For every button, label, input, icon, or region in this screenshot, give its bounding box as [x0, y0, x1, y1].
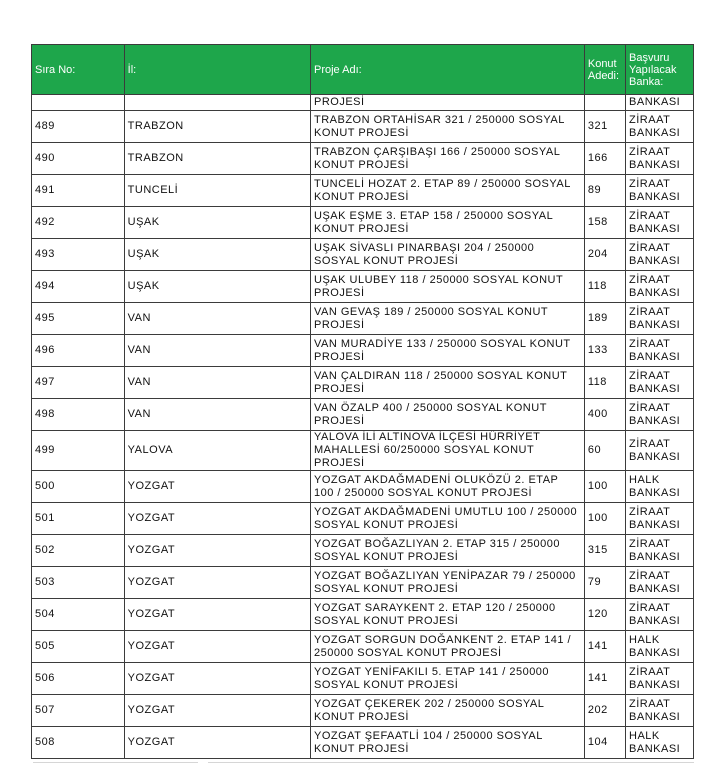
- cell-sira: 508: [32, 727, 125, 759]
- cell-sira: 498: [32, 399, 125, 431]
- cell-proje: YOZGAT BOĞAZLIYAN YENİPAZAR 79 / 250000 SOSYAL KONUT PROJESİ: [311, 567, 585, 599]
- header-basvuru-banka: Başvuru Yapılacak Banka:: [626, 45, 694, 95]
- cell-banka: HALK BANKASI: [626, 727, 694, 759]
- cell-banka: ZİRAAT BANKASI: [626, 207, 694, 239]
- cell-adet: 133: [584, 335, 625, 367]
- cell-il: VAN: [124, 367, 310, 399]
- header-konut-adedi: Konut Adedi:: [584, 45, 625, 95]
- cell-il: YOZGAT: [124, 727, 310, 759]
- cell-il: VAN: [124, 335, 310, 367]
- cell-proje: TRABZON ORTAHİSAR 321 / 250000 SOSYAL KONUT PROJESİ: [311, 111, 585, 143]
- cell-proje: VAN ÇALDIRAN 118 / 250000 SOSYAL KONUT PROJESİ: [311, 367, 585, 399]
- cell-proje: YOZGAT ŞEFAATLİ 104 / 250000 SOSYAL KONUT PROJESİ: [311, 727, 585, 759]
- cell-il: TUNCELİ: [124, 175, 310, 207]
- cell-proje: YOZGAT BOĞAZLIYAN 2. ETAP 315 / 250000 SOSYAL KONUT PROJESİ: [311, 535, 585, 567]
- cell-sira: 504: [32, 599, 125, 631]
- cell-sira: 489: [32, 111, 125, 143]
- cell-proje: UŞAK EŞME 3. ETAP 158 / 250000 SOSYAL KONUT PROJESİ: [311, 207, 585, 239]
- table-row: [32, 631, 694, 663]
- header-proje-adi: Proje Adı:: [311, 45, 585, 95]
- cell-proje: VAN MURADİYE 133 / 250000 SOSYAL KONUT PROJESİ: [311, 335, 585, 367]
- cell-adet: 158: [584, 207, 625, 239]
- cell-adet: 120: [584, 599, 625, 631]
- cell-il: UŞAK: [124, 207, 310, 239]
- cell-banka: ZİRAAT BANKASI: [626, 535, 694, 567]
- cell-banka: ZİRAAT BANKASI: [626, 695, 694, 727]
- cell-adet: 100: [584, 503, 625, 535]
- cell-banka: HALK BANKASI: [626, 631, 694, 663]
- cell-il: YOZGAT: [124, 535, 310, 567]
- table-row: [32, 303, 694, 335]
- cell-il: UŞAK: [124, 239, 310, 271]
- cell-sira: [32, 95, 125, 111]
- table-row: [32, 727, 694, 759]
- cell-sira: 502: [32, 535, 125, 567]
- cell-banka: ZİRAAT BANKASI: [626, 111, 694, 143]
- housing-project-table: [31, 44, 694, 759]
- table-row: [32, 695, 694, 727]
- cell-proje: YALOVA İLİ ALTINOVA İLÇESİ HÜRRİYET MAHALLESİ 60/250000 SOSYAL KONUT PROJESİ: [311, 431, 585, 471]
- cell-banka: BANKASI: [626, 95, 694, 111]
- table-row: [32, 271, 694, 303]
- cell-adet: [584, 95, 625, 111]
- cell-proje: VAN ÖZALP 400 / 250000 SOSYAL KONUT PROJESİ: [311, 399, 585, 431]
- cell-il: [124, 95, 310, 111]
- cell-banka: ZİRAAT BANKASI: [626, 335, 694, 367]
- cell-proje: TUNCELİ HOZAT 2. ETAP 89 / 250000 SOSYAL KONUT PROJESİ: [311, 175, 585, 207]
- cell-banka: ZİRAAT BANKASI: [626, 271, 694, 303]
- cell-banka: ZİRAAT BANKASI: [626, 367, 694, 399]
- cell-il: YOZGAT: [124, 695, 310, 727]
- cell-il: VAN: [124, 303, 310, 335]
- cell-proje: PROJESİ: [311, 95, 585, 111]
- cell-proje: TRABZON ÇARŞIBAŞI 166 / 250000 SOSYAL KONUT PROJESİ: [311, 143, 585, 175]
- cell-sira: 494: [32, 271, 125, 303]
- cell-proje: YOZGAT AKDAĞMADENİ UMUTLU 100 / 250000 SOSYAL KONUT PROJESİ: [311, 503, 585, 535]
- cell-sira: 501: [32, 503, 125, 535]
- cell-il: UŞAK: [124, 271, 310, 303]
- cell-adet: 400: [584, 399, 625, 431]
- cell-sira: 505: [32, 631, 125, 663]
- table-row: [32, 367, 694, 399]
- table-row: [32, 535, 694, 567]
- cell-il: YOZGAT: [124, 471, 310, 503]
- cell-proje: UŞAK ULUBEY 118 / 250000 SOSYAL KONUT PROJESİ: [311, 271, 585, 303]
- cell-adet: 315: [584, 535, 625, 567]
- cell-banka: ZİRAAT BANKASI: [626, 599, 694, 631]
- housing-project-table-page: [31, 44, 694, 759]
- cell-il: YOZGAT: [124, 663, 310, 695]
- cell-adet: 79: [584, 567, 625, 599]
- cell-proje: YOZGAT ÇEKEREK 202 / 250000 SOSYAL KONUT PROJESİ: [311, 695, 585, 727]
- cell-sira: 495: [32, 303, 125, 335]
- cell-proje: VAN GEVAŞ 189 / 250000 SOSYAL KONUT PROJESİ: [311, 303, 585, 335]
- table-row: [32, 335, 694, 367]
- cell-adet: 189: [584, 303, 625, 335]
- cell-proje: YOZGAT AKDAĞMADENİ OLUKÖZÜ 2. ETAP 100 / 250000 SOSYAL KONUT PROJESİ: [311, 471, 585, 503]
- cell-sira: 500: [32, 471, 125, 503]
- cell-il: YOZGAT: [124, 503, 310, 535]
- footer-divider: [208, 762, 694, 763]
- cell-proje: YOZGAT YENİFAKILI 5. ETAP 141 / 250000 SOSYAL KONUT PROJESİ: [311, 663, 585, 695]
- cell-adet: 118: [584, 271, 625, 303]
- cell-sira: 503: [32, 567, 125, 599]
- table-row: [32, 239, 694, 271]
- cell-adet: 141: [584, 663, 625, 695]
- cell-proje: YOZGAT SARAYKENT 2. ETAP 120 / 250000 SOSYAL KONUT PROJESİ: [311, 599, 585, 631]
- header-sira-no: Sıra No:: [32, 45, 125, 95]
- table-row: [32, 175, 694, 207]
- table-row: [32, 431, 694, 471]
- cell-banka: ZİRAAT BANKASI: [626, 663, 694, 695]
- table-row: [32, 399, 694, 431]
- footer-divider: [33, 762, 198, 763]
- cell-adet: 89: [584, 175, 625, 207]
- cell-il: YOZGAT: [124, 567, 310, 599]
- cell-adet: 166: [584, 143, 625, 175]
- cell-banka: ZİRAAT BANKASI: [626, 143, 694, 175]
- cell-adet: 104: [584, 727, 625, 759]
- table-row: [32, 143, 694, 175]
- cell-adet: 321: [584, 111, 625, 143]
- cell-sira: 493: [32, 239, 125, 271]
- table-row: [32, 503, 694, 535]
- cell-il: VAN: [124, 399, 310, 431]
- cell-sira: 507: [32, 695, 125, 727]
- cell-sira: 490: [32, 143, 125, 175]
- cell-il: TRABZON: [124, 111, 310, 143]
- cell-sira: 496: [32, 335, 125, 367]
- table-row-partial: [32, 95, 694, 111]
- table-row: [32, 111, 694, 143]
- cell-il: TRABZON: [124, 143, 310, 175]
- cell-il: YALOVA: [124, 431, 310, 471]
- cell-adet: 204: [584, 239, 625, 271]
- table-row: [32, 207, 694, 239]
- table-row: [32, 471, 694, 503]
- cell-sira: 506: [32, 663, 125, 695]
- cell-sira: 491: [32, 175, 125, 207]
- cell-proje: UŞAK SİVASLI PINARBAŞI 204 / 250000 SOSYAL KONUT PROJESİ: [311, 239, 585, 271]
- header-il: İl:: [124, 45, 310, 95]
- table-row: [32, 663, 694, 695]
- cell-banka: ZİRAAT BANKASI: [626, 303, 694, 335]
- cell-il: YOZGAT: [124, 599, 310, 631]
- cell-proje: YOZGAT SORGUN DOĞANKENT 2. ETAP 141 / 250000 SOSYAL KONUT PROJESİ: [311, 631, 585, 663]
- cell-banka: ZİRAAT BANKASI: [626, 503, 694, 535]
- cell-banka: ZİRAAT BANKASI: [626, 239, 694, 271]
- cell-adet: 60: [584, 431, 625, 471]
- cell-adet: 141: [584, 631, 625, 663]
- cell-il: YOZGAT: [124, 631, 310, 663]
- table-row: [32, 567, 694, 599]
- cell-sira: 497: [32, 367, 125, 399]
- cell-banka: ZİRAAT BANKASI: [626, 431, 694, 471]
- table-header-row: [32, 45, 694, 95]
- cell-banka: HALK BANKASI: [626, 471, 694, 503]
- table-row: [32, 599, 694, 631]
- cell-sira: 499: [32, 431, 125, 471]
- cell-banka: ZİRAAT BANKASI: [626, 567, 694, 599]
- cell-adet: 202: [584, 695, 625, 727]
- cell-sira: 492: [32, 207, 125, 239]
- cell-banka: ZİRAAT BANKASI: [626, 175, 694, 207]
- cell-banka: ZİRAAT BANKASI: [626, 399, 694, 431]
- cell-adet: 118: [584, 367, 625, 399]
- cell-adet: 100: [584, 471, 625, 503]
